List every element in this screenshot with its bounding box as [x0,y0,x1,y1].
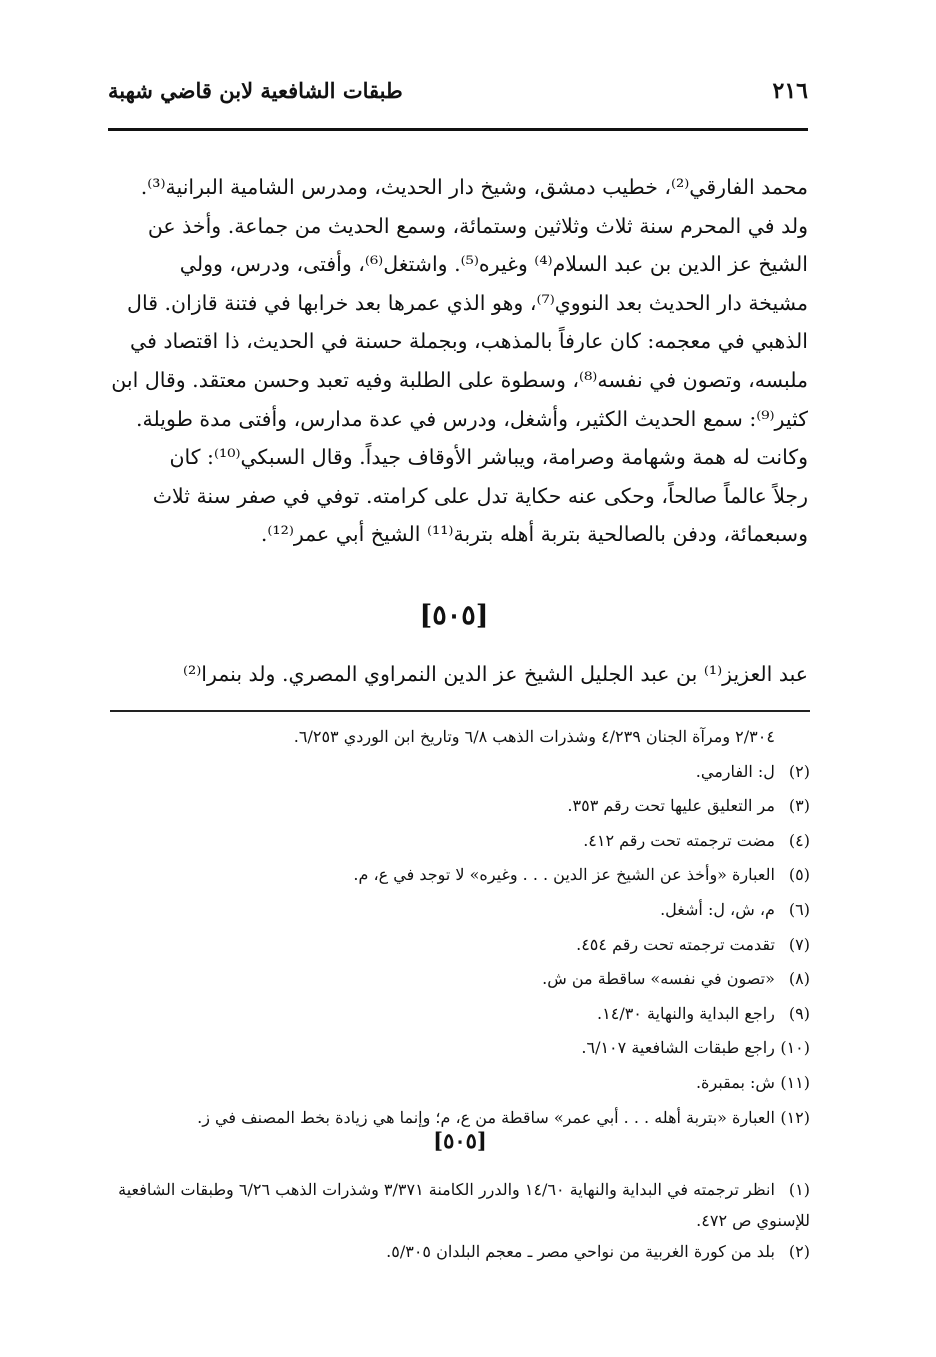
footnote-number: (٢) [788,761,810,781]
footnote-number: (٨) [788,969,810,989]
main-text [100,168,808,554]
text-line: وكانت له همة وشهامة وصرامة، ويباشر الأوقاف جيداً. وقال السبكي⁽¹⁰⁾: كان [169,445,808,470]
footnote-text: بلد من كورة الغربية من نواحي مصر ـ معجم البلدان ٥/٣٠٥. [386,1242,775,1261]
text-line: ملبسه، وتصون في نفسه⁽⁸⁾، وسطوة على الطلبة وفيه تعبد وحسن معتقد. وقال ابن [111,367,808,392]
footnote-number: (٩) [788,1003,810,1023]
footnote-text: راجع طبقات الشافعية ٦/١٠٧. [581,1038,775,1058]
footnote-text: ل: الفارمي. [695,761,775,781]
header-rule [108,128,808,131]
footnote-number: (٥) [788,865,810,885]
footnote [110,1236,810,1267]
text-line: رجلاً عالماً صالحاً، وحكى عنه حكاية تدل على كرامته. توفي في صفر سنة ثلاث [152,483,808,508]
footnote-text: ش: بمقبرة. [695,1072,775,1092]
running-title: طبقات الشافعية لابن قاضي شهبة [108,78,403,103]
footnote-number: (٦) [788,899,810,919]
footnote-text: العبارة «وأخذ عن الشيخ عز الدين . . . وغيره» لا توجد في ع، م. [353,865,775,885]
footnote [110,1066,810,1101]
footnote-text: ٢/٣٠٤ ومرآة الجنان ٤/٢٣٩ وشذرات الذهب ٦/٨ وتاريخ ابن الوردي ٦/٢٥٣. [293,727,775,746]
footnote [110,928,810,963]
footnote [110,997,810,1032]
footnote-number: (٢) [788,1242,810,1261]
footnote-number: (١١) [780,1072,810,1092]
footnote-text: انظر ترجمته في البداية والنهاية ١٤/٦٠ والدرر الكامنة ٣/٣٧١ وشذرات الذهب ٦/٢٦ وطبقات الشافعية للإسنوي ص ٤٧٢. [118,1180,810,1230]
text-line: محمد الفارقي⁽²⁾، خطيب دمشق، وشيخ دار الحديث، ومدرس الشامية البرانية⁽³⁾. [140,175,808,199]
footnote-number: (١) [788,1180,810,1199]
text-line: ولد في المحرم سنة ثلاث وثلاثين وستمائة، وسمع الحديث من جماعة. وأخذ عن [147,213,808,238]
footnote [110,789,810,824]
footnote [110,1174,810,1236]
footnote-number: (١٢) [780,1107,810,1127]
footnote [110,824,810,859]
text-line: الشيخ عز الدين بن عبد السلام⁽⁴⁾ وغيره⁽⁵⁾. واشتغل⁽⁶⁾، وأفتى، ودرس، وولي [179,252,808,277]
footnote-text: راجع البداية والنهاية ١٤/٣٠. [597,1003,775,1023]
footnote-rule [110,710,810,712]
footnote-number: (٤) [788,830,810,850]
footnote [110,1031,810,1066]
footnote-text: تقدمت ترجمته تحت رقم ٤٥٤. [576,934,775,954]
text-line: الذهبي في معجمه: كان عارفاً بالمذهب، وبجملة حسنة في الحديث، ذا اقتصاد في [130,329,808,354]
entry-first-line: عبد العزيز⁽¹⁾ بن عبد الجليل الشيخ عز الدين النمراوي المصري. ولد بنمرا⁽²⁾ [182,662,808,686]
page-number: ٢١٦ [772,78,808,104]
footnote [110,755,810,790]
text-line: مشيخة دار الحديث بعد النووي⁽⁷⁾، وهو الذي عمرها بعد خرابها في فتنة قازان. قال [127,290,808,315]
footnote-section-number: [٥٠٥] [433,1128,487,1153]
footnote-text: العبارة «بتربة أهله . . . أبي عمر» ساقطة من ع، م؛ وإنما هي زيادة بخط المصنف في ز. [197,1107,775,1127]
footnote [110,962,810,997]
footnote-text: «تصون في نفسه» ساقطة من ش. [542,969,775,989]
entry-number: [٥٠٥] [419,600,489,631]
footnote-text: مر التعليق عليها تحت رقم ٣٥٣. [567,796,775,816]
footnote-text: مضت ترجمته تحت رقم ٤١٢. [583,830,775,850]
footnote [110,720,810,755]
footnote-number: (٧) [788,934,810,954]
footnote [110,893,810,928]
text-line: كثير⁽⁹⁾: سمع الحديث الكثير، وأشغل، ودرس في عدة مدارس، وأفتى مدة طويلة. [135,406,808,431]
footnotes [110,720,810,1135]
footnote-text: م، ش، ل: أشغل. [660,899,775,919]
footnote-number: (١٠) [780,1038,810,1058]
footnotes-505 [110,1174,810,1267]
text-line: وسبعمائة، ودفن بالصالحية بتربة أهله بتربة⁽¹¹⁾ الشيخ أبي عمر⁽¹²⁾. [260,522,808,547]
footnote-number: (٣) [788,796,810,816]
footnote [110,858,810,893]
page-header [108,78,808,114]
